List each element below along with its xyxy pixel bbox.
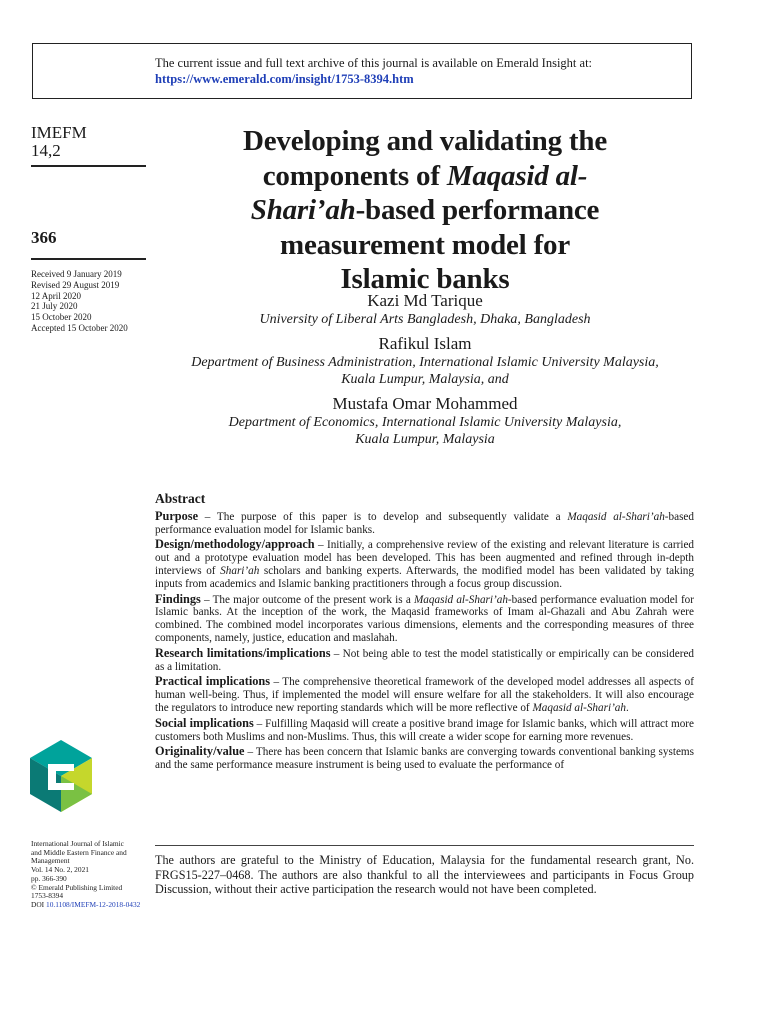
section-text: – The major outcome of the present work is a xyxy=(200,593,414,606)
author-affiliation: University of Liberal Arts Bangladesh, Dhaka, Bangladesh xyxy=(259,312,591,327)
abstract-purpose xyxy=(155,510,694,537)
section-text: – The purpose of this paper is to develop and subsequently validate a xyxy=(198,510,568,523)
abstract-practical-implications xyxy=(155,675,694,714)
doi-label: DOI xyxy=(31,899,45,909)
section-italic: Shari’ah xyxy=(220,564,260,577)
archive-notice-box xyxy=(32,43,692,99)
title-text: -based performance xyxy=(355,194,600,226)
section-text: – Initially, a comprehensive review of the existing and relevant literature is carried out and a prototype evaluation model has been developed. This has been augmented and refined through in-depth interviews of xyxy=(155,539,694,577)
author-entry xyxy=(160,394,690,448)
author-affiliation: Department of Business Administration, International Islamic University Malaysia, xyxy=(191,355,659,370)
issn: 1753-8394 xyxy=(31,891,64,901)
journal-metadata xyxy=(31,840,149,910)
volume-issue: 14,2 xyxy=(31,141,61,160)
title-text: components of xyxy=(262,159,447,192)
emerald-publishing-logo-icon xyxy=(30,740,92,812)
author-affiliation: Department of Economics, International Islamic University Malaysia, xyxy=(228,415,622,430)
section-label: Research limitations/implications xyxy=(155,645,331,660)
date-revised: 12 April 2020 xyxy=(31,290,82,301)
doi-link[interactable]: 10.1108/IMEFM-12-2018-0432 xyxy=(46,899,141,909)
author-entry xyxy=(160,334,690,388)
section-text: -based performance evaluation model for Islamic banks. xyxy=(155,510,694,536)
journal-name: International Journal of Islamic xyxy=(31,839,124,848)
sidebar-divider xyxy=(31,258,146,260)
copyright: © Emerald Publishing Limited xyxy=(31,882,123,892)
section-text: . xyxy=(626,701,629,714)
section-text: -based performance evaluation model for Islamic banks. At the inception of the work, the Maqasid frameworks of Imam al-Ghazali and Abu Zahrah were combined. The combined model incorporates various dimensions, elements and the corresponding measures of three components, namely, justice, education and maslahah. xyxy=(155,593,694,644)
date-accepted: Accepted 15 October 2020 xyxy=(31,322,128,333)
title-italic: Shari’ah xyxy=(250,194,356,226)
journal-url-link[interactable]: https://www.emerald.com/insight/1753-8394.htm xyxy=(155,72,414,86)
section-label: Findings xyxy=(155,591,201,606)
sidebar-divider xyxy=(31,165,146,167)
section-label: Purpose xyxy=(155,508,199,523)
section-italic: Maqasid al-Shari’ah xyxy=(413,593,508,606)
section-label: Social implications xyxy=(155,715,254,730)
section-text: – The comprehensive theoretical framework of the developed model addresses all aspects of human well-being. Thus, if implemented the model will ensure welfare for all the stakeholders. It will also encourage the regulators to introduce new reporting standards which will be more reflective of xyxy=(155,676,694,714)
section-text: scholars and banking experts. Afterwards, the modified model has been validated by taking inputs from academics and Islamic banking practitioners through a focus group discussion. xyxy=(155,564,694,590)
abstract-findings xyxy=(155,593,694,645)
section-italic: Maqasid al-Shari’ah xyxy=(567,510,665,523)
author-name: Kazi Md Tarique xyxy=(367,291,483,310)
footnote-divider xyxy=(155,845,694,846)
journal-volume: Vol. 14 No. 2, 2021 xyxy=(31,865,89,875)
abstract-heading: Abstract xyxy=(155,491,206,506)
date-revised: 15 October 2020 xyxy=(31,312,92,323)
abstract-originality xyxy=(155,745,694,772)
author-entry xyxy=(160,291,690,328)
date-revised: 21 July 2020 xyxy=(31,301,78,312)
archive-notice xyxy=(155,55,592,87)
title-line: Islamic banks xyxy=(340,263,510,295)
abstract xyxy=(155,493,694,774)
author-list xyxy=(160,291,690,448)
author-name: Mustafa Omar Mohammed xyxy=(332,394,518,413)
archive-notice-text: The current issue and full text archive of this journal is available on Emerald Insight at: xyxy=(155,56,593,70)
abstract-research-limitations xyxy=(155,647,694,674)
title-line: measurement model for xyxy=(279,228,571,261)
submission-dates xyxy=(31,269,146,334)
page-number: 366 xyxy=(31,228,57,247)
abstract-design xyxy=(155,538,694,590)
date-revised: Revised 29 August 2019 xyxy=(31,279,120,290)
author-affiliation: Kuala Lumpur, Malaysia xyxy=(355,432,495,447)
journal-name: and Middle Eastern Finance and xyxy=(31,847,127,857)
date-received: Received 9 January 2019 xyxy=(31,269,122,279)
title-line: Developing and validating the xyxy=(242,125,607,157)
journal-abbreviation: IMEFM xyxy=(31,123,87,142)
section-label: Practical implications xyxy=(155,674,271,689)
section-label: Originality/value xyxy=(155,744,245,759)
title-line xyxy=(160,159,690,194)
abstract-social-implications xyxy=(155,717,694,744)
section-label: Design/methodology/approach xyxy=(155,537,315,552)
journal-pages: pp. 366-390 xyxy=(31,873,67,883)
doi-line xyxy=(31,901,149,910)
journal-sidebar xyxy=(31,124,146,160)
section-italic: Maqasid al-Shari’ah xyxy=(532,701,626,714)
section-text: – There has been concern that Islamic banks are converging towards conventional banking systems and the same performance measure instrument is being used to evaluate the performance of xyxy=(155,746,694,772)
article-title xyxy=(160,124,690,297)
author-affiliation: Kuala Lumpur, Malaysia, and xyxy=(341,372,509,387)
acknowledgement-footnote: The authors are grateful to the Ministry of Education, Malaysia for the fundamental research grant, No. FRGS15-227–0468. The authors are also thankful to all the interviewees and participants in Focus Group Discussion, without their active participation the research would not have been completed. xyxy=(155,853,694,896)
journal-name: Management xyxy=(31,856,70,866)
title-line xyxy=(160,193,690,228)
title-italic: Maqasid al- xyxy=(446,159,588,192)
section-text: – Not being able to test the model statistically or empirically can be considered as a limitation. xyxy=(155,647,695,673)
author-name: Rafikul Islam xyxy=(378,334,472,353)
section-text: – Fulfilling Maqasid will create a positive brand image for Islamic banks, which will attract more customers both Muslims and non-Muslims. Thus, this will create a wider scope for earning more revenues. xyxy=(155,717,694,743)
